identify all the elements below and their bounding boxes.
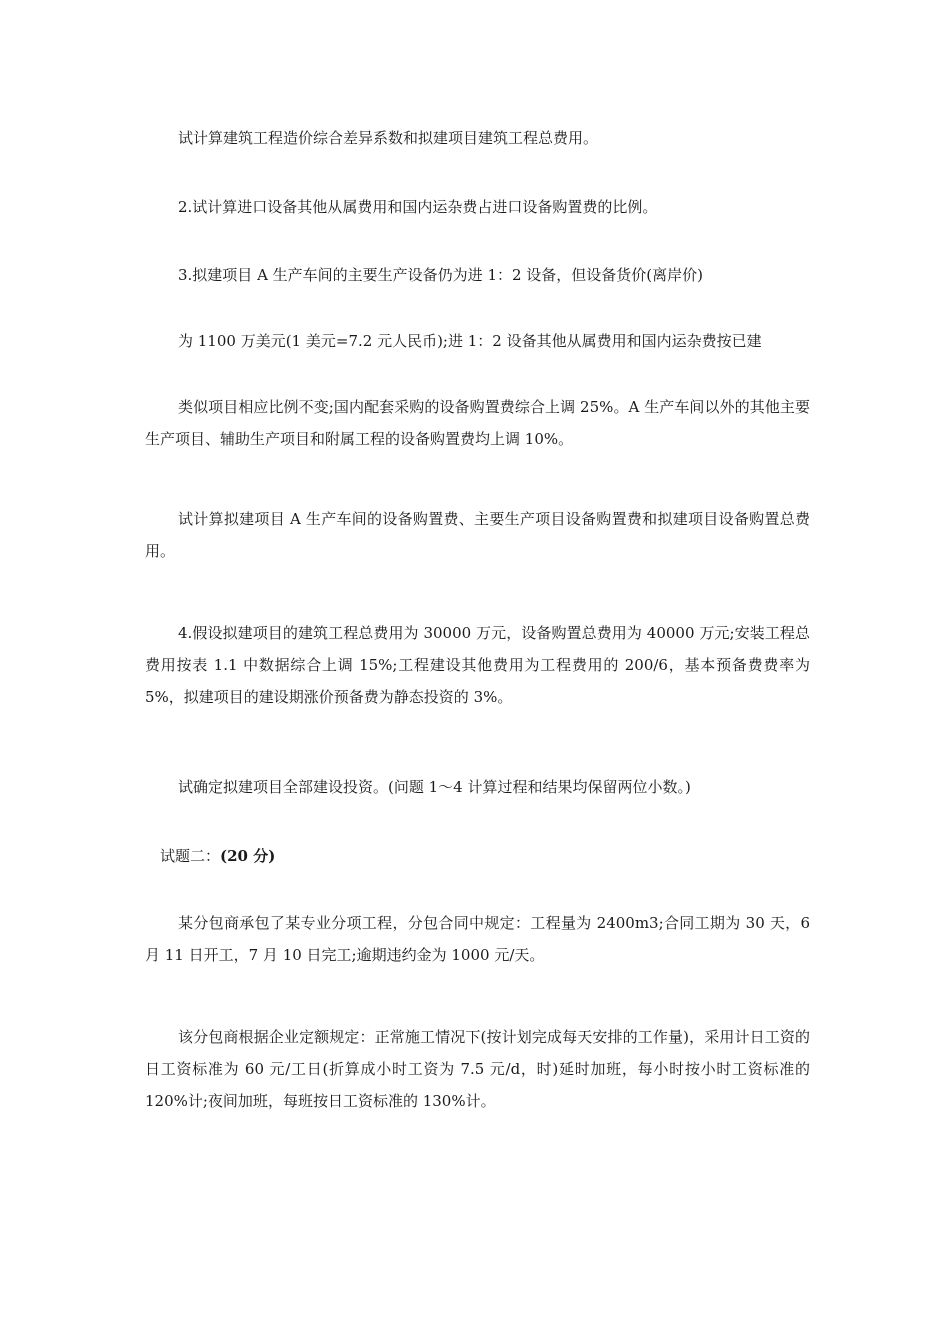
paragraph-question-3-line-1: 3.拟建项目 A 生产车间的主要生产设备仍为进 1：2 设备，但设备货价(离岸价) [178,266,704,284]
paragraph-question-3-line-3: 类似项目相应比例不变;国内配套采购的设备购置费综合上调 25%。A 生产车间以外的其他主要生产项目、辅助生产项目和附属工程的设备购置费均上调 10%。 [145,398,810,448]
paragraph-question-3-line-2: 为 1100 万美元(1 美元=7.2 元人民币);进 1：2 设备其他从属费用和国内运杂费按已建 [178,332,762,350]
paragraph-determine-investment: 试确定拟建项目全部建设投资。(问题 1～4 计算过程和结果均保留两位小数。) [178,778,691,796]
paragraph-calc-equipment-cost: 试计算拟建项目 A 生产车间的设备购置费、主要生产项目设备购置费和拟建项目设备购置总费用。 [145,510,810,560]
section-heading-score: (20 分) [220,847,276,865]
paragraph-subcontract-terms: 某分包商承包了某专业分项工程，分包合同中规定：工程量为 2400m3;合同工期为 30 天，6 月 11 日开工，7 月 10 日完工;逾期违约金为 1000 元/天。 [145,914,810,964]
section-heading-label: 试题二： [160,847,221,865]
paragraph-calc-construction-cost: 试计算建筑工程造价综合差异系数和拟建项目建筑工程总费用。 [178,129,599,147]
paragraph-question-2: 2.试计算进口设备其他从属费用和国内运杂费占进口设备购置费的比例。 [178,198,658,216]
paragraph-wage-standards: 该分包商根据企业定额规定：正常施工情况下(按计划完成每天安排的工作量)，采用计日工资的日工资标准为 60 元/工日(折算成小时工资为 7.5 元/d，时)延时加班，每小时按小时工资标准的 120%计;夜间加班，每班按日工资标准的 130%计。 [145,1028,810,1110]
section-heading-question-two [160,840,275,872]
paragraph-question-4: 4.假设拟建项目的建筑工程总费用为 30000 万元，设备购置总费用为 40000 万元;安装工程总费用按表 1.1 中数据综合上调 15%;工程建设其他费用为工程费用的 200/6，基本预备费费率为 5%，拟建项目的建设期涨价预备费为静态投资的 3%。 [145,624,810,706]
